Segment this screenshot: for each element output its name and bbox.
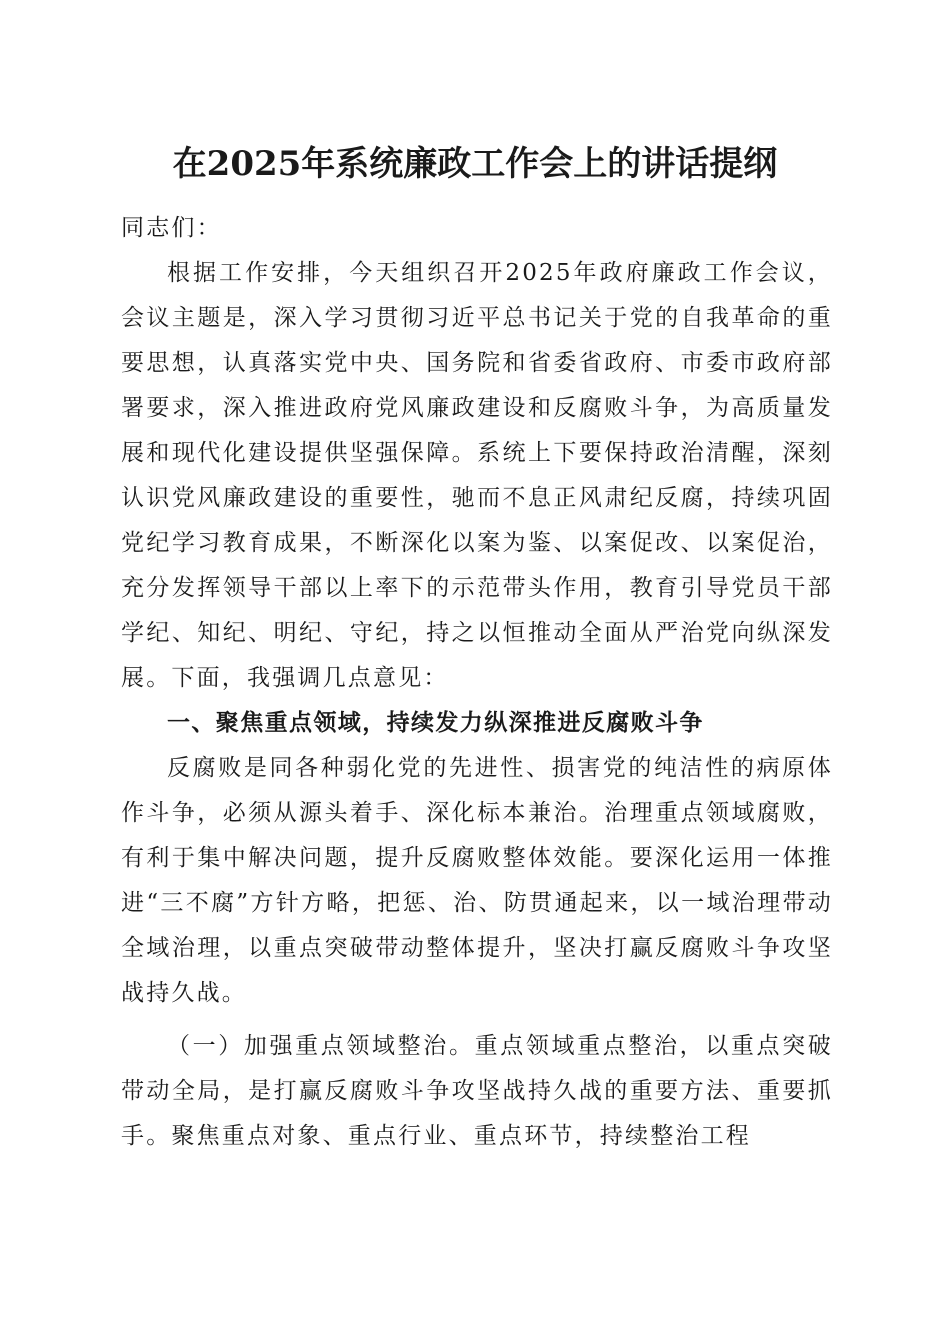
- intro-paragraph: 根据工作安排，今天组织召开2025年政府廉政工作会议，会议主题是，深入学习贯彻习近平总书记关于党的自我革命的重要思想，认真落实党中央、国务院和省委省政府、市委市政府部署要求，深入推进政府党风廉政建设和反腐败斗争，为高质量发展和现代化建设提供坚强保障。系统上下要保持政治清醒，深刻认识党风廉政建设的重要性，驰而不息正风肃纪反腐，持续巩固党纪学习教育成果，不断深化以案为鉴、以案促改、以案促治，充分发挥领导干部以上率下的示范带头作用，教育引导党员干部学纪、知纪、明纪、守纪，持之以恒推动全面从严治党向纵深发展。下面，我强调几点意见：: [121, 260, 833, 691]
- subsection-one-paragraph: [121, 1024, 833, 1159]
- subsection-one-text: 重点领域重点整治，以重点突破带动全局，是打赢反腐败斗争攻坚战持久战的重要方法、重要抓手。聚焦重点对象、重点行业、重点环节，持续整治工程: [121, 1033, 833, 1149]
- salutation: 同志们：: [121, 215, 222, 241]
- section-one-heading: 一、聚焦重点领域，持续发力纵深推进反腐败斗争: [167, 710, 704, 736]
- subsection-one-lead: （一）加强重点领域整治。: [167, 1033, 475, 1059]
- document-title: 在2025年系统廉政工作会上的讲话提纲: [172, 144, 778, 184]
- document-body: [121, 206, 833, 1159]
- section-one-paragraph: 反腐败是同各种弱化党的先进性、损害党的纯洁性的病原体作斗争，必须从源头着手、深化标本兼治。治理重点领域腐败，有利于集中解决问题，提升反腐败整体效能。要深化运用一体推进“三不腐”方针方略，把惩、治、防贯通起来，以一域治理带动全域治理，以重点突破带动整体提升，坚决打赢反腐败斗争攻坚战持久战。: [121, 755, 833, 1006]
